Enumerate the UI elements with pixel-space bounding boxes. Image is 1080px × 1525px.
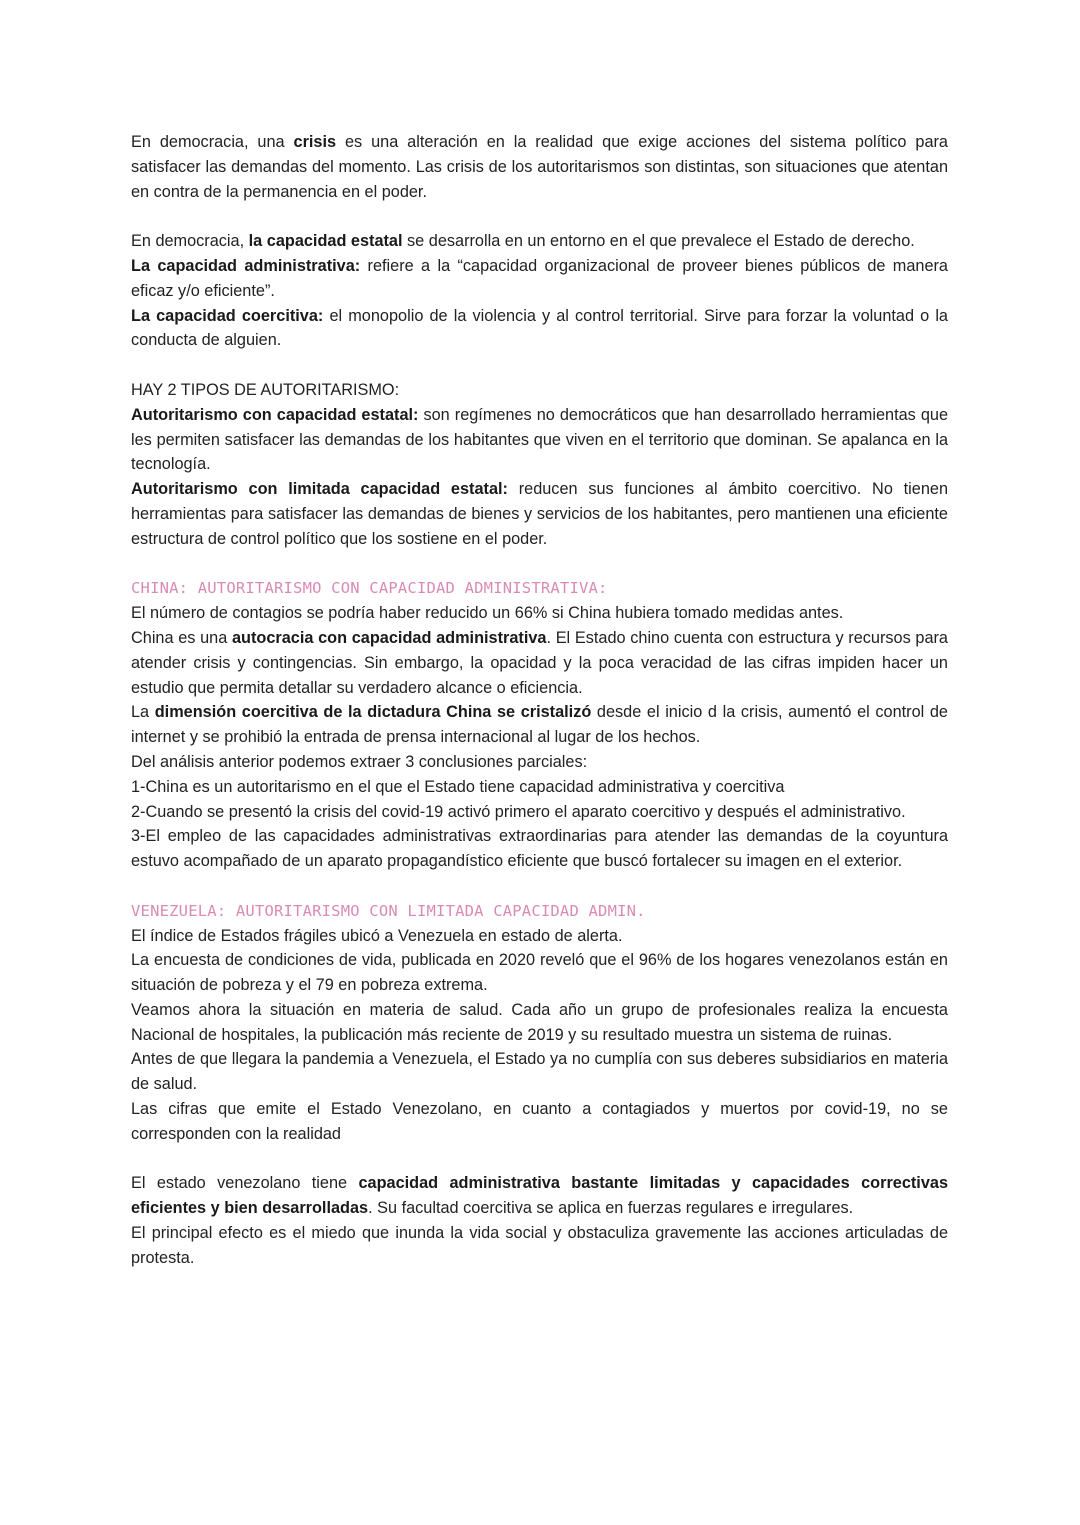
china-conclusion-2: 2-Cuando se presentó la crisis del covid-19 activó primero el aparato coercitivo y después el administrativo. (131, 802, 906, 821)
china-heading: CHINA: AUTORITARISMO CON CAPACIDAD ADMINISTRATIVA: (131, 579, 608, 598)
venezuela-efecto: El principal efecto es el miedo que inunda la vida social y obstaculiza gravemente las acciones articuladas de protesta. (131, 1224, 948, 1267)
term-capacidad-administrativa: La capacidad administrativa: (131, 256, 361, 275)
china-contagios: El número de contagios se podría haber reducido un 66% si China hubiera tomado medidas antes. (131, 604, 844, 623)
term-capacidad-limitada: capacidad administrativa bastante limitadas y capacidades correctivas eficientes y bien desarrolladas (131, 1174, 948, 1218)
paragraph-autoritarismo-limitada: Autoritarismo con limitada capacidad estatal: reducen sus funciones al ámbito coercitivo. No tienen herramientas para satisfacer las demandas de bienes y servicios de los habitantes, pero mantienen una eficiente estructura de control político que los sostiene en el poder. (131, 480, 949, 548)
term-autoritarismo-capacidad: Autoritarismo con capacidad estatal: (131, 405, 419, 424)
venezuela-capacidad: El estado venezolano tiene capacidad administrativa bastante limitadas y capacidades correctivas eficientes y bien desarrolladas. Su facultad coercitiva se aplica en fuerzas regulares e irregulares. (131, 1174, 948, 1218)
term-capacidad-estatal: la capacidad estatal (248, 232, 403, 251)
term-autocracia: autocracia con capacidad administrativa (231, 628, 547, 647)
paragraph-crisis: En democracia, una crisis es una alteración en la realidad que exige acciones del sistema político para satisfacer las demandas del momento. Las crisis de los autoritarismos son distintas, son situaciones que atentan en contra de la permanencia en el poder. (131, 133, 948, 201)
venezuela-salud: Veamos ahora la situación en materia de salud. Cada año un grupo de profesionales realiza la encuesta Nacional de hospitales, la publicación más reciente de 2019 y su resultado muestra un sistema de ruinas. (131, 1000, 948, 1044)
paragraph-autoritarismo-capacidad: Autoritarismo con capacidad estatal: son regímenes no democráticos que han desarrollado herramientas que les permiten satisfacer las demandas de los habitantes que viven en el territorio que dominan. Se apalanca en la tecnología. (131, 405, 948, 474)
venezuela-encuesta: La encuesta de condiciones de vida, publicada en 2020 reveló que el 96% de los hogares venezolanos están en situación de pobreza y el 79 en pobreza extrema. (131, 951, 948, 995)
venezuela-pandemia: Antes de que llegara la pandemia a Venezuela, el Estado ya no cumplía con sus deberes subsidiarios en materia de salud. (131, 1050, 948, 1094)
china-autocracia: China es una autocracia con capacidad administrativa. El Estado chino cuenta con estructura y recursos para atender crisis y contingencias. Sin embargo, la opacidad y la poca veracidad de las cifras impiden hacer un estudio que permita detallar su verdadero alcance o eficiencia. (131, 628, 948, 697)
types-heading: HAY 2 TIPOS DE AUTORITARISMO: (131, 380, 400, 399)
china-conclusion-1: 1-China es un autoritarismo en el que el Estado tiene capacidad administrativa y coercitiva (131, 777, 785, 796)
document-body (131, 130, 948, 1271)
venezuela-cifras: Las cifras que emite el Estado Venezolano, en cuanto a contagiados y muertos por covid-19, no se corresponden con la realidad (131, 1100, 948, 1143)
venezuela-heading: VENEZUELA: AUTORITARISMO CON LIMITADA CAPACIDAD ADMIN. (131, 901, 646, 920)
term-crisis: crisis (293, 133, 337, 151)
china-conclusion-3: 3-El empleo de las capacidades administrativas extraordinarias para atender las demandas de la coyuntura estuvo acompañado de un aparato propagandístico eficiente que buscó fortalecer su imagen en el exterior. (131, 827, 948, 871)
term-capacidad-coercitiva: La capacidad coercitiva: (131, 306, 324, 325)
term-dimension-coercitiva: dimensión coercitiva de la dictadura China se cristalizó (154, 703, 592, 722)
term-autoritarismo-limitada: Autoritarismo con limitada capacidad estatal: (131, 480, 508, 499)
china-conclusiones-intro: Del análisis anterior podemos extraer 3 conclusiones parciales: (131, 752, 588, 771)
paragraph-capacidad-coercitiva: La capacidad coercitiva: el monopolio de la violencia y al control territorial. Sirve para forzar la voluntad o la conducta de alguien. (131, 306, 948, 350)
paragraph-capacidad-administrativa: La capacidad administrativa: refiere a la “capacidad organizacional de proveer bienes públicos de manera eficaz y/o eficiente”. (131, 256, 948, 300)
china-coercitiva: La dimensión coercitiva de la dictadura China se cristalizó desde el inicio d la crisis, aumentó el control de internet y se prohibió la entrada de prensa internacional al lugar de los hechos. (131, 703, 948, 747)
paragraph-capacidad-estatal: En democracia, la capacidad estatal se desarrolla en un entorno en el que prevalece el Estado de derecho. (131, 232, 915, 251)
venezuela-indice: El índice de Estados frágiles ubicó a Venezuela en estado de alerta. (131, 926, 623, 945)
